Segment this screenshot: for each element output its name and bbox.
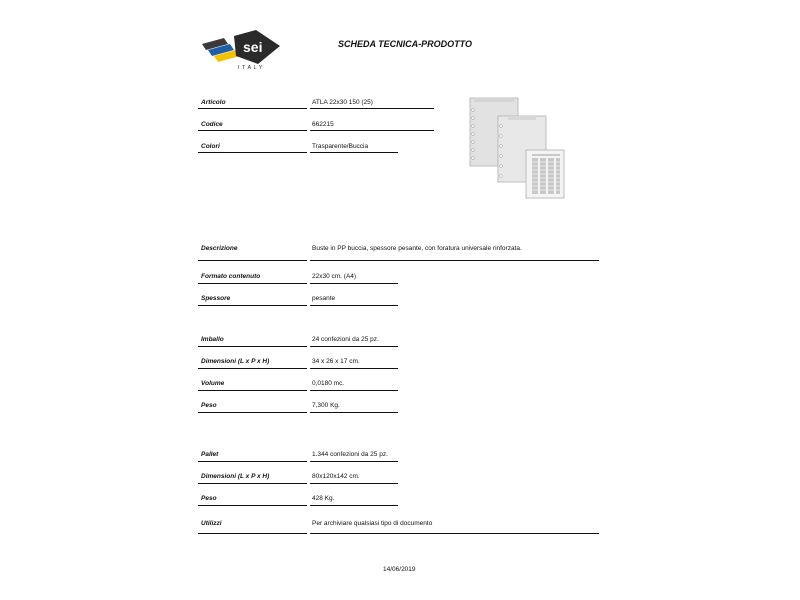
field-label: Formato contenuto	[201, 273, 261, 280]
divider	[310, 533, 599, 534]
divider	[310, 108, 434, 109]
field-label: Imballo	[201, 336, 224, 343]
divider	[310, 390, 398, 391]
divider	[310, 305, 398, 306]
brand-subtitle: ITALY	[238, 65, 265, 71]
divider	[198, 260, 307, 261]
field-label: Articolo	[201, 99, 226, 106]
field-value: Per archiviare qualsiasi tipo di documento	[312, 520, 433, 527]
divider	[198, 305, 307, 306]
field-value: 80x120x142 cm.	[312, 473, 360, 480]
field-label: Dimensioni (L x P x H)	[201, 473, 270, 480]
divider	[198, 108, 307, 109]
field-label: Spessore	[201, 295, 231, 302]
field-label: Colori	[201, 143, 220, 150]
field-value: ATLA 22x30 150 (25)	[312, 99, 373, 106]
divider	[198, 346, 307, 347]
divider	[310, 346, 398, 347]
field-value: 428 Kg.	[312, 495, 335, 502]
divider	[198, 368, 307, 369]
field-label: Descrizione	[201, 245, 238, 252]
page-title: SCHEDA TECNICA-PRODOTTO	[338, 39, 473, 49]
field-label: Volume	[201, 380, 225, 387]
field-value: 22x30 cm. (A4)	[312, 273, 357, 280]
divider	[310, 483, 398, 484]
divider	[310, 461, 398, 462]
field-value: 7,300 Kg.	[312, 402, 340, 409]
divider	[198, 152, 307, 153]
divider	[198, 533, 307, 534]
divider	[310, 283, 398, 284]
divider	[310, 505, 398, 506]
field-label: Peso	[201, 495, 217, 502]
field-value: Buste in PP buccia, spessore pesante, con foratura universale rinforzata.	[312, 245, 522, 252]
divider	[198, 461, 307, 462]
sheet-protector-icon	[468, 96, 568, 200]
field-label: Utilizzi	[201, 520, 222, 527]
field-label: Peso	[201, 402, 217, 409]
divider	[310, 368, 398, 369]
divider	[198, 283, 307, 284]
field-value: 1.344 confezioni da 25 pz.	[312, 451, 388, 458]
field-value: 34 x 26 x 17 cm.	[312, 358, 360, 365]
divider	[198, 483, 307, 484]
field-value: Trasparente/Buccia	[312, 143, 369, 150]
field-label: Pallet	[201, 451, 219, 458]
footer-date: 14/06/2019	[383, 566, 416, 573]
divider	[198, 390, 307, 391]
divider	[310, 152, 398, 153]
field-label: Dimensioni (L x P x H)	[201, 358, 270, 365]
divider	[310, 130, 434, 131]
divider	[198, 130, 307, 131]
divider	[198, 505, 307, 506]
divider	[198, 412, 307, 413]
field-label: Codice	[201, 121, 223, 128]
field-value: 662215	[312, 121, 334, 128]
divider	[310, 412, 398, 413]
svg-text:sei: sei	[243, 39, 263, 55]
field-value: 24 confezioni da 25 pz.	[312, 336, 379, 343]
field-value: pesante	[312, 295, 336, 302]
field-value: 0,0180 mc.	[312, 380, 345, 387]
divider	[310, 260, 599, 261]
